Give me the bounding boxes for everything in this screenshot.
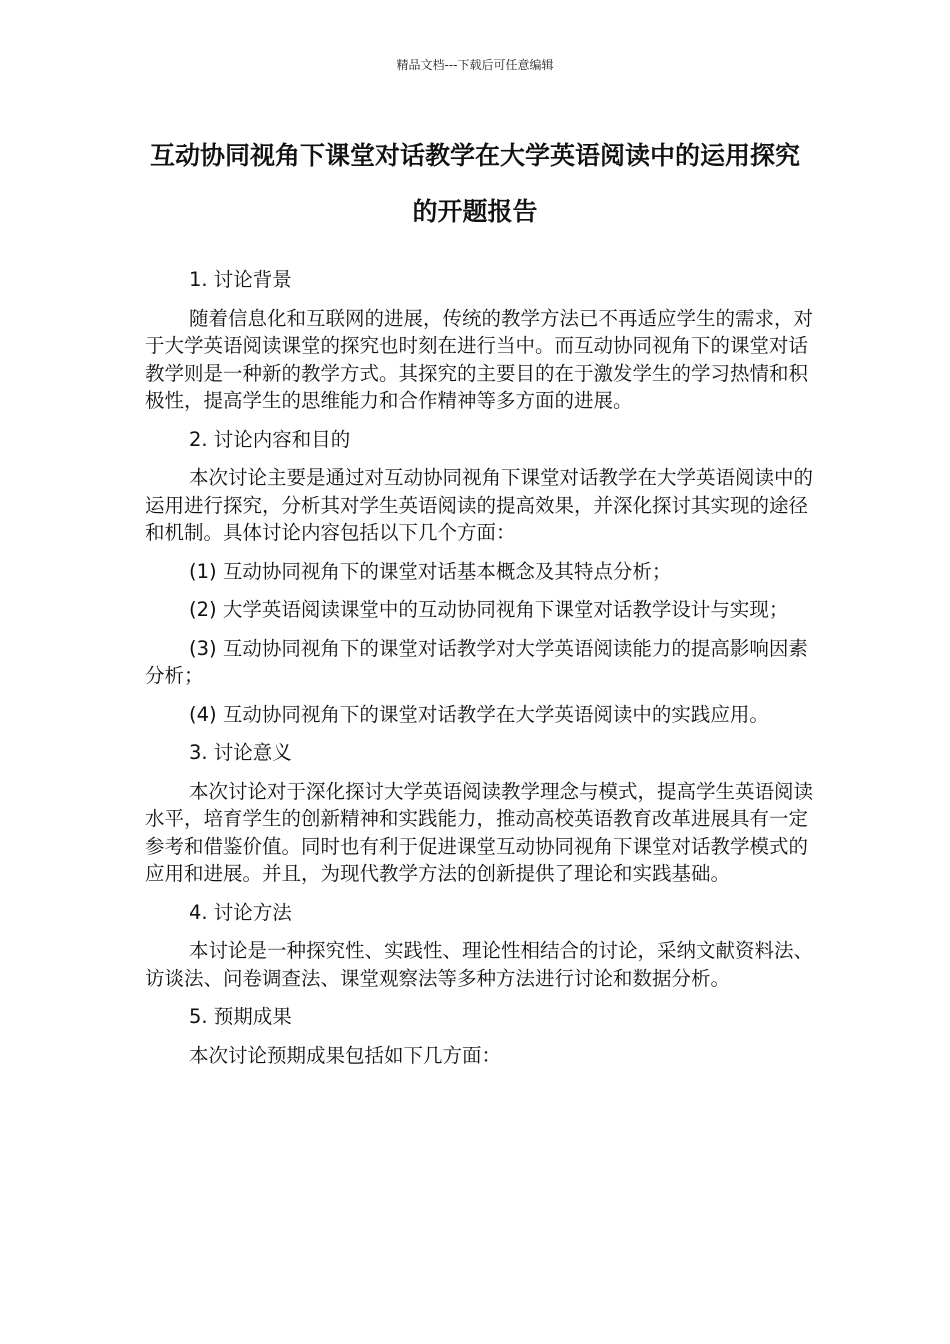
section-heading-significance: 3. 讨论意义 [189,741,292,764]
paragraph-expected-results: 本次讨论预期成果包括如下几方面： [189,1043,502,1067]
document-title: 互动协同视角下课堂对话教学在大学英语阅读中的运用探究的开题报告 [149,141,800,226]
section-heading-content-purpose: 2. 讨论内容和目的 [189,427,351,451]
section-heading-method: 4. 讨论方法 [189,900,292,924]
header-note: 精品文档---下载后可任意编辑 [396,58,554,72]
list-item: (4) 互动协同视角下的课堂对话教学在大学英语阅读中的实践应用。 [189,702,769,726]
paragraph-significance: 本次讨论对于深化探讨大学英语阅读教学理念与模式，提高学生英语阅读水平，培育学生的创新精神和实践能力，推动高校英语教育改革进展具有一定参考和借鉴价值。同时也有利于促进课堂互动协同视角下课堂对话教学模式的应用和进展。并且，为现代教学方法的创新提供了理论和实践基础。 [145,779,814,885]
list-item: (3) 互动协同视角下的课堂对话教学对大学英语阅读能力的提高影响因素分析； [145,636,808,687]
list-item: (2) 大学英语阅读课堂中的互动协同视角下课堂对话教学设计与实现； [189,598,789,621]
document-body [145,266,815,1080]
section-heading-background: 1. 讨论背景 [189,268,292,291]
paragraph-content-purpose: 本次讨论主要是通过对互动协同视角下课堂对话教学在大学英语阅读中的运用进行探究，分析其对学生英语阅读的提高效果，并深化探讨其实现的途径和机制。具体讨论内容包括以下几个方面： [145,466,814,544]
list-item: (1) 互动协同视角下的课堂对话基本概念及其特点分析； [189,559,672,583]
paragraph-background: 随着信息化和互联网的进展，传统的教学方法已不再适应学生的需求，对于大学英语阅读课堂的探究也时刻在进行当中。而互动协同视角下的课堂对话教学则是一种新的教学方式。其探究的主要目的在于激发学生的学习热情和积极性，提高学生的思维能力和合作精神等多方面的进展。 [145,306,814,412]
paragraph-method: 本讨论是一种探究性、实践性、理论性相结合的讨论，采纳文献资料法、访谈法、问卷调查法、课堂观察法等多种方法进行讨论和数据分析。 [145,939,814,990]
section-heading-expected-results: 5. 预期成果 [189,1005,292,1028]
